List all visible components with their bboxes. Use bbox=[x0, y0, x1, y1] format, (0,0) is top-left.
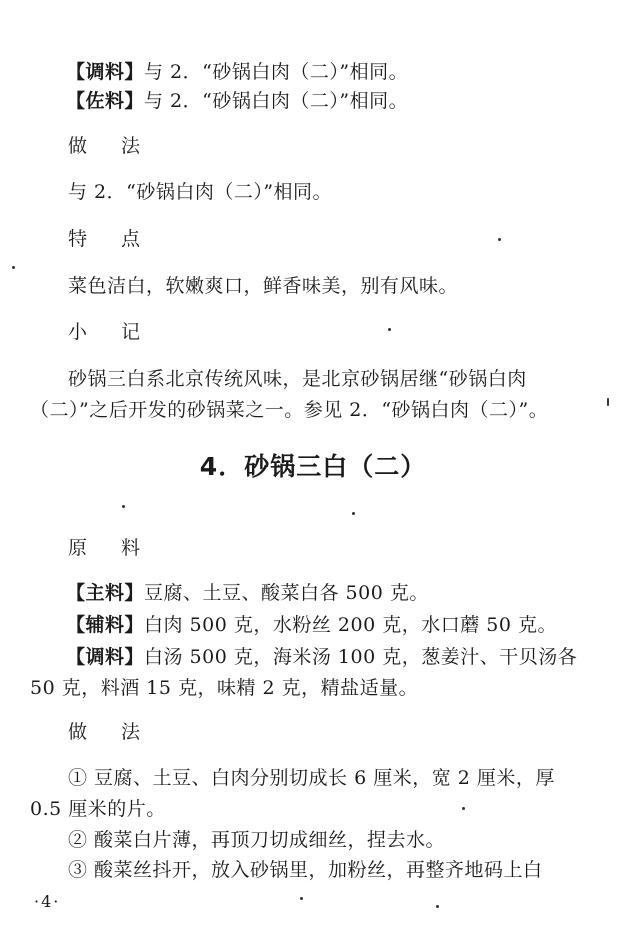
condiment-text: 与 2．“砂锅白肉（二）”相同。 bbox=[144, 90, 409, 112]
scan-speck bbox=[388, 328, 391, 331]
aux-ingredients-line bbox=[66, 613, 557, 637]
scan-speck bbox=[607, 398, 609, 406]
scan-speck bbox=[462, 807, 465, 810]
aux-text: 白肉 500 克，水粉丝 200 克，水口蘑 50 克。 bbox=[144, 614, 557, 636]
recipe-seasoning-tag: 【调料】 bbox=[66, 646, 145, 668]
condiment-tag: 【佐料】 bbox=[66, 90, 145, 112]
notes-line-1: 砂锅三白系北京传统风味，是北京砂锅居继“砂锅白肉 bbox=[68, 368, 527, 390]
main-text: 豆腐、土豆、酸菜白各 500 克。 bbox=[144, 582, 429, 604]
scan-speck bbox=[352, 512, 355, 515]
ingredients-heading: 原 料 bbox=[68, 537, 155, 559]
condiment-line bbox=[66, 89, 408, 113]
scan-speck bbox=[12, 266, 15, 269]
notes-line-2: （二）”之后开发的砂锅菜之一。参见 2．“砂锅白肉（二）”。 bbox=[30, 399, 549, 421]
main-tag: 【主料】 bbox=[66, 582, 145, 604]
recipe-seasoning-text: 白汤 500 克，海米汤 100 克，葱姜汁、干贝汤各 bbox=[144, 646, 578, 668]
seasoning-text: 与 2．“砂锅白肉（二）”相同。 bbox=[144, 61, 409, 83]
recipe-seasoning-line-1 bbox=[66, 645, 577, 669]
step-2: ② 酸菜白片薄，再顶刀切成细丝，捏去水。 bbox=[68, 829, 446, 851]
scan-speck bbox=[300, 897, 303, 900]
method-heading: 做 法 bbox=[68, 135, 155, 157]
main-ingredients-line bbox=[66, 581, 429, 605]
step-1-line-1: ① 豆腐、土豆、白肉分别切成长 6 厘米，宽 2 厘米，厚 bbox=[68, 767, 555, 789]
seasoning-tag: 【调料】 bbox=[66, 61, 145, 83]
aux-tag: 【辅料】 bbox=[66, 614, 145, 636]
seasoning-line bbox=[66, 60, 408, 84]
scan-speck bbox=[498, 238, 501, 241]
step-1-line-2: 0.5 厘米的片。 bbox=[30, 798, 166, 820]
scan-speck bbox=[436, 905, 439, 908]
features-heading: 特 点 bbox=[68, 228, 155, 250]
recipe-method-heading: 做 法 bbox=[68, 721, 155, 743]
notes-heading: 小 记 bbox=[68, 321, 155, 343]
scan-speck bbox=[122, 505, 125, 508]
features-text: 菜色洁白，软嫩爽口，鲜香味美，别有风味。 bbox=[68, 275, 459, 297]
method-text: 与 2．“砂锅白肉（二）”相同。 bbox=[68, 181, 333, 203]
page-number: ·4· bbox=[34, 892, 61, 911]
step-3: ③ 酸菜丝抖开，放入砂锅里，加粉丝，再整齐地码上白 bbox=[68, 859, 543, 881]
recipe-seasoning-line-2: 50 克，料酒 15 克，味精 2 克，精盐适量。 bbox=[30, 677, 419, 699]
recipe-title: 4．砂锅三白（二） bbox=[199, 452, 427, 481]
